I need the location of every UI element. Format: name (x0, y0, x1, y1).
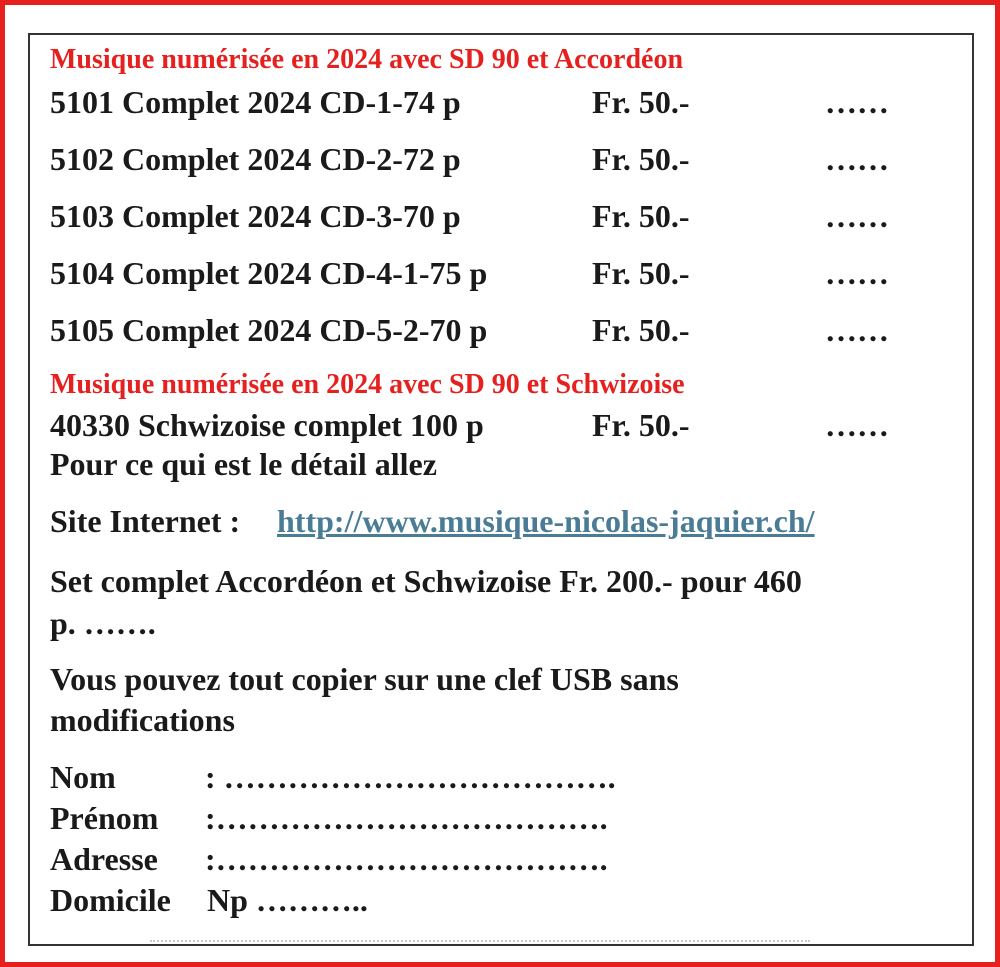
item-blank-5104: …… (825, 255, 889, 291)
item-blank-5102: …… (825, 141, 889, 177)
item-price-40330: Fr. 50.- (592, 407, 690, 443)
nom-label: Nom (50, 759, 116, 795)
item-blank-5105: …… (825, 312, 889, 348)
item-price-5103: Fr. 50.- (592, 198, 690, 234)
site-label: Site Internet : (50, 503, 241, 539)
usb-note-line-1: Vous pouvez tout copier sur une clef USB sans (50, 661, 679, 697)
set-offer-line-2: p. ……. (50, 605, 156, 641)
item-price-5104: Fr. 50.- (592, 255, 690, 291)
adresse-field[interactable]: :………………………………. (205, 841, 608, 877)
domicile-field[interactable]: Np ……….. (207, 882, 368, 918)
adresse-label: Adresse (50, 841, 158, 877)
section-heading-schwizoise: Musique numérisée en 2024 avec SD 90 et Schwizoise (50, 369, 685, 400)
footer-dotted-divider (150, 940, 810, 942)
item-price-5105: Fr. 50.- (592, 312, 690, 348)
item-blank-5103: …… (825, 198, 889, 234)
site-link[interactable]: http://www.musique-nicolas-jaquier.ch/ (277, 503, 815, 539)
item-title-5102: 5102 Complet 2024 CD-2-72 p (50, 141, 461, 177)
section-heading-accordeon: Musique numérisée en 2024 avec SD 90 et Accordéon (50, 44, 684, 75)
item-blank-5101: …… (825, 84, 889, 120)
item-price-5101: Fr. 50.- (592, 84, 690, 120)
item-title-5103: 5103 Complet 2024 CD-3-70 p (50, 198, 461, 234)
detail-text: Pour ce qui est le détail allez (50, 446, 437, 482)
item-title-5101: 5101 Complet 2024 CD-1-74 p (50, 84, 461, 120)
domicile-label: Domicile (50, 882, 171, 918)
usb-note-line-2: modifications (50, 702, 235, 738)
prenom-label: Prénom (50, 800, 159, 836)
item-title-5104: 5104 Complet 2024 CD-4-1-75 p (50, 255, 488, 291)
set-offer-line-1: Set complet Accordéon et Schwizoise Fr. 200.- pour 460 (50, 563, 802, 599)
item-title-40330: 40330 Schwizoise complet 100 p (50, 407, 484, 443)
prenom-field[interactable]: :………………………………. (205, 800, 608, 836)
nom-field[interactable]: : ………………………………. (205, 759, 616, 795)
item-title-5105: 5105 Complet 2024 CD-5-2-70 p (50, 312, 488, 348)
item-price-5102: Fr. 50.- (592, 141, 690, 177)
item-blank-40330: …… (825, 407, 889, 443)
